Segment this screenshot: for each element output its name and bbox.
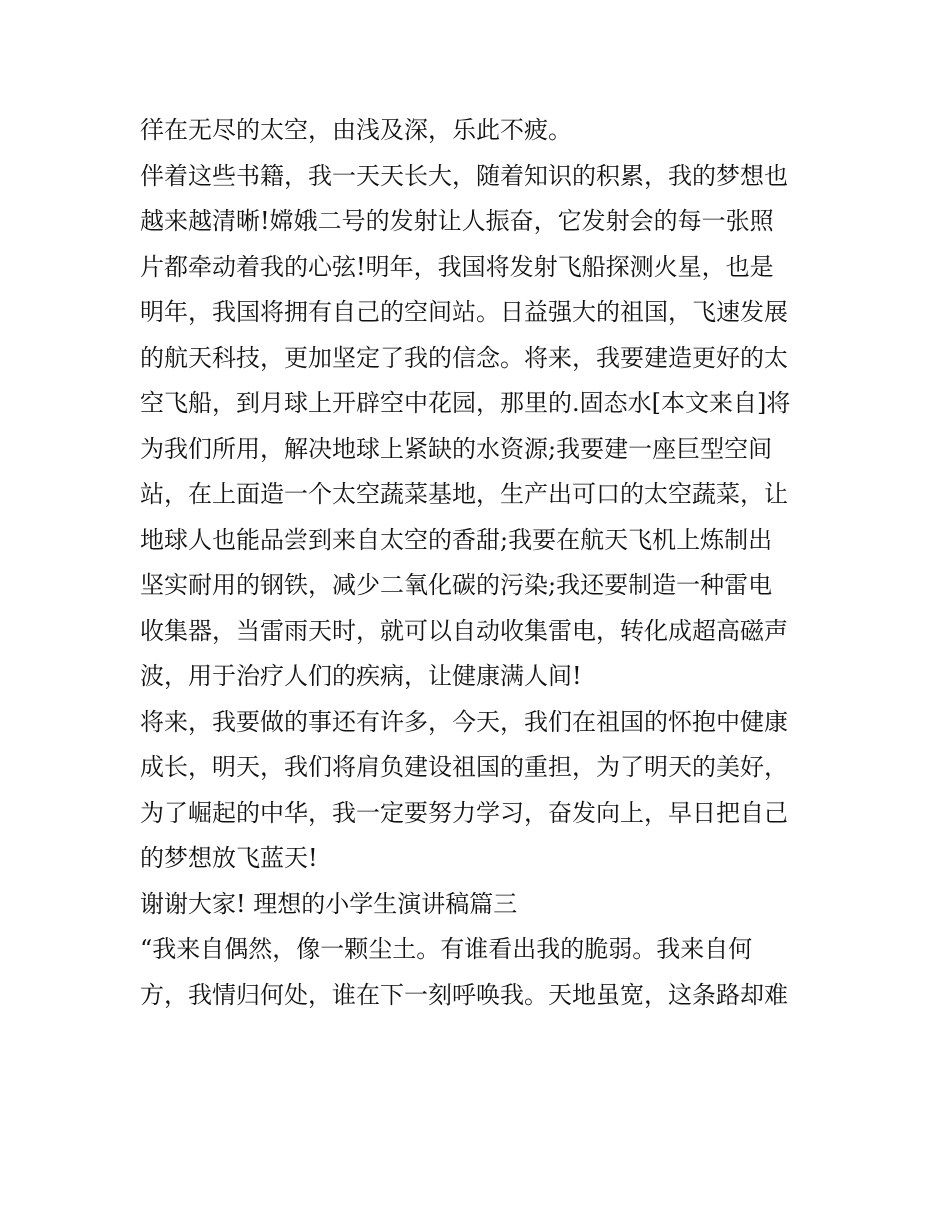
text-line: 收集器，当雷雨天时，就可以自动收集雷电，转化成超高磁声 <box>140 616 788 645</box>
text-line: 的梦想放飞蓝天! <box>140 844 318 872</box>
text-line: 越来越清晰!嫦娥二号的发射让人振奋，它发射会的每一张照 <box>140 207 774 235</box>
text-line: 坚实耐用的钢铁，减少二氧化碳的污染;我还要制造一种雷电 <box>140 571 773 599</box>
text-line: 为了崛起的中华，我一定要努力学习，奋发向上，早日把自己 <box>140 798 788 827</box>
text-line: “我来自偶然，像一颗尘土。有谁看出我的脆弱。我来自何 <box>140 935 753 963</box>
text-line: 成长，明天，我们将肩负建设祖国的重担，为了明天的美好， <box>140 753 788 781</box>
text-line: 的航天科技，更加坚定了我的信念。将来，我要建造更好的太 <box>140 343 788 372</box>
document-body <box>140 108 820 1018</box>
text-line: 为我们所用，解决地球上紧缺的水资源;我要建一座巨型空间 <box>140 434 773 463</box>
text-line: 伴着这些书籍，我一天天长大，随着知识的积累，我的梦想也 <box>140 161 788 190</box>
text-line: 片都牵动着我的心弦!明年，我国将发射飞船探测火星，也是 <box>140 252 774 281</box>
text-line: 空飞船，到月球上开辟空中花园，那里的.固态水[本文来自]将 <box>140 389 791 417</box>
text-line: 波，用于治疗人们的疾病，让健康满人间! <box>140 662 582 690</box>
section-heading: 谢谢大家! 理想的小学生演讲稿篇三 <box>140 889 518 918</box>
text-line: 站，在上面造一个太空蔬菜基地，生产出可口的太空蔬菜，让 <box>140 480 788 508</box>
text-line: 明年，我国将拥有自己的空间站。日益强大的祖国，飞速发展 <box>140 298 788 326</box>
text-line: 徉在无尽的太空，由浅及深，乐此不疲。 <box>140 116 572 144</box>
text-line: 地球人也能品尝到来自太空的香甜;我要在航天飞机上炼制出 <box>140 525 773 554</box>
text-line: 方，我情归何处，谁在下一刻呼唤我。天地虽宽，这条路却难 <box>140 980 788 1009</box>
text-line: 将来，我要做的事还有许多，今天，我们在祖国的怀抱中健康 <box>140 707 788 736</box>
